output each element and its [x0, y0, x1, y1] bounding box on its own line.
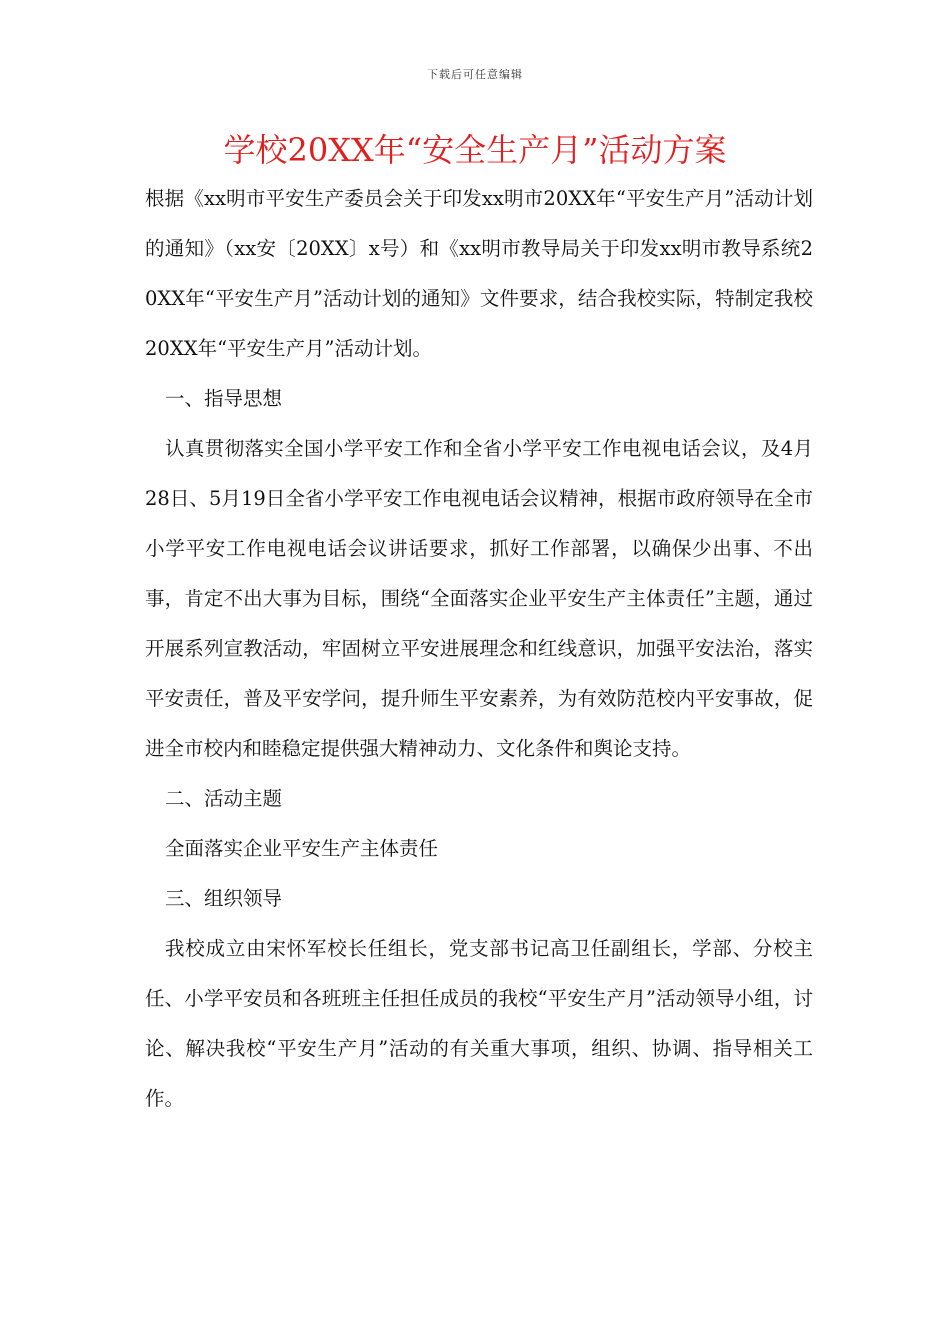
section-heading-activity-theme: 二、活动主题: [165, 787, 283, 810]
section-body-activity-theme: 全面落实企业平安生产主体责任: [165, 837, 439, 860]
header-note: 下载后可任意编辑: [427, 68, 523, 81]
section-heading-organization: 三、组织领导: [165, 887, 283, 910]
section-body-guiding-ideology: 认真贯彻落实全国小学平安工作和全省小学平安工作电视电话会议，及4月28日、5月19日全省小学平安工作电视电话会议精神，根据市政府领导在全市小学平安工作电视电话会议讲话要求，抓好工作部署，以确保少出事、不出事，肯定不出大事为目标，围绕“全面落实企业平安生产主体责任”主题，通过开展系列宣教活动，牢固树立平安进展理念和红线意识，加强平安法治，落实平安责任，普及平安学问，提升师生平安素养，为有效防范校内平安事故，促进全市校内和睦稳定提供强大精神动力、文化条件和舆论支持。: [145, 437, 813, 760]
section-heading-guiding-ideology: 一、指导思想: [165, 387, 283, 410]
document-body: [145, 174, 813, 1124]
document-title: 学校20XX年“安全生产月”活动方案: [223, 131, 727, 169]
section-body-organization: 我校成立由宋怀军校长任组长，党支部书记高卫任副组长，学部、分校主任、小学平安员和各班班主任担任成员的我校“平安生产月”活动领导小组，讨论、解决我校“平安生产月”活动的有关重大事项，组织、协调、指导相关工作。: [145, 937, 813, 1110]
intro-paragraph: 根据《xx明市平安生产委员会关于印发xx明市20XX年“平安生产月”活动计划的通知》（xx安〔20XX〕x号）和《xx明市教导局关于印发xx明市教导系统20XX年“平安生产月”活动计划的通知》文件要求，结合我校实际，特制定我校20XX年“平安生产月”活动计划。: [145, 187, 813, 360]
